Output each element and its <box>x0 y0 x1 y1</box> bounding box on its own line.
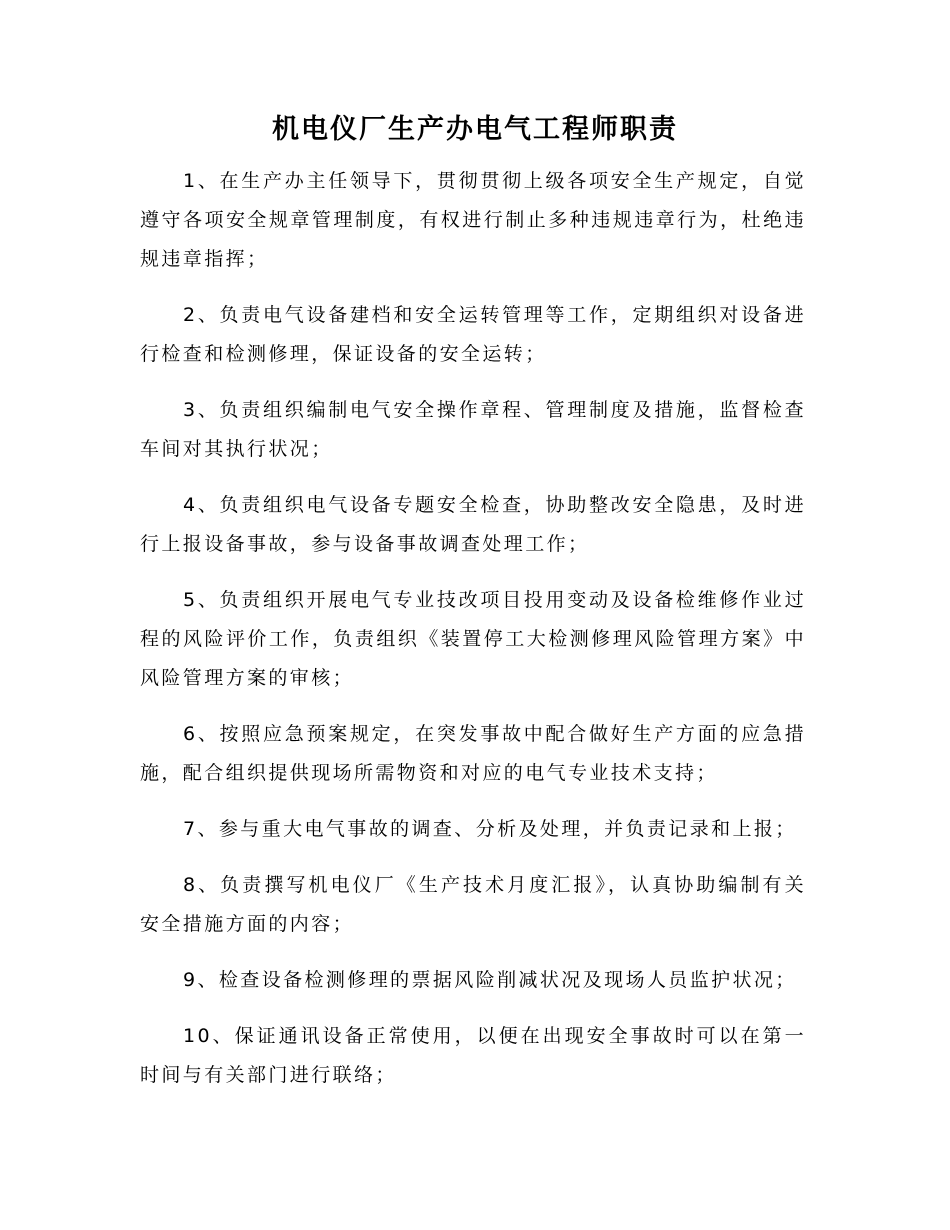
duty-item-8: 8、负责撰写机电仪厂《生产技术月度汇报》，认真协助编制有关安全措施方面的内容； <box>140 874 806 935</box>
duty-item-1: 1、在生产办主任领导下，贯彻贯彻上级各项安全生产规定，自觉遵守各项安全规章管理制度，有权进行制止多种违规违章行为，杜绝违规违章指挥； <box>140 170 806 270</box>
document-body <box>140 162 806 1112</box>
duty-item-10: 10、保证通讯设备正常使用，以便在出现安全事故时可以在第一时间与有关部门进行联络； <box>140 1025 806 1086</box>
duty-item-9: 9、检查设备检测修理的票据风险削减状况及现场人员监护状况； <box>183 969 797 991</box>
document-title: 机电仪厂生产办电气工程师职责 <box>272 114 678 145</box>
duty-item-7: 7、参与重大电气事故的调查、分析及处理，并负责记录和上报； <box>183 818 797 840</box>
duty-item-3: 3、负责组织编制电气安全操作章程、管理制度及措施，监督检查车间对其执行状况； <box>140 399 806 460</box>
duty-item-5: 5、负责组织开展电气专业技改项目投用变动及设备检维修作业过程的风险评价工作，负责组织《装置停工大检测修理风险管理方案》中风险管理方案的审核； <box>140 589 806 689</box>
duty-item-2: 2、负责电气设备建档和安全运转管理等工作，定期组织对设备进行检查和检测修理，保证设备的安全运转； <box>140 304 806 365</box>
duty-item-6: 6、按照应急预案规定，在突发事故中配合做好生产方面的应急措施，配合组织提供现场所需物资和对应的电气专业技术支持； <box>140 723 806 784</box>
duty-item-4: 4、负责组织电气设备专题安全检查，协助整改安全隐患，及时进行上报设备事故，参与设备事故调查处理工作； <box>140 494 806 555</box>
